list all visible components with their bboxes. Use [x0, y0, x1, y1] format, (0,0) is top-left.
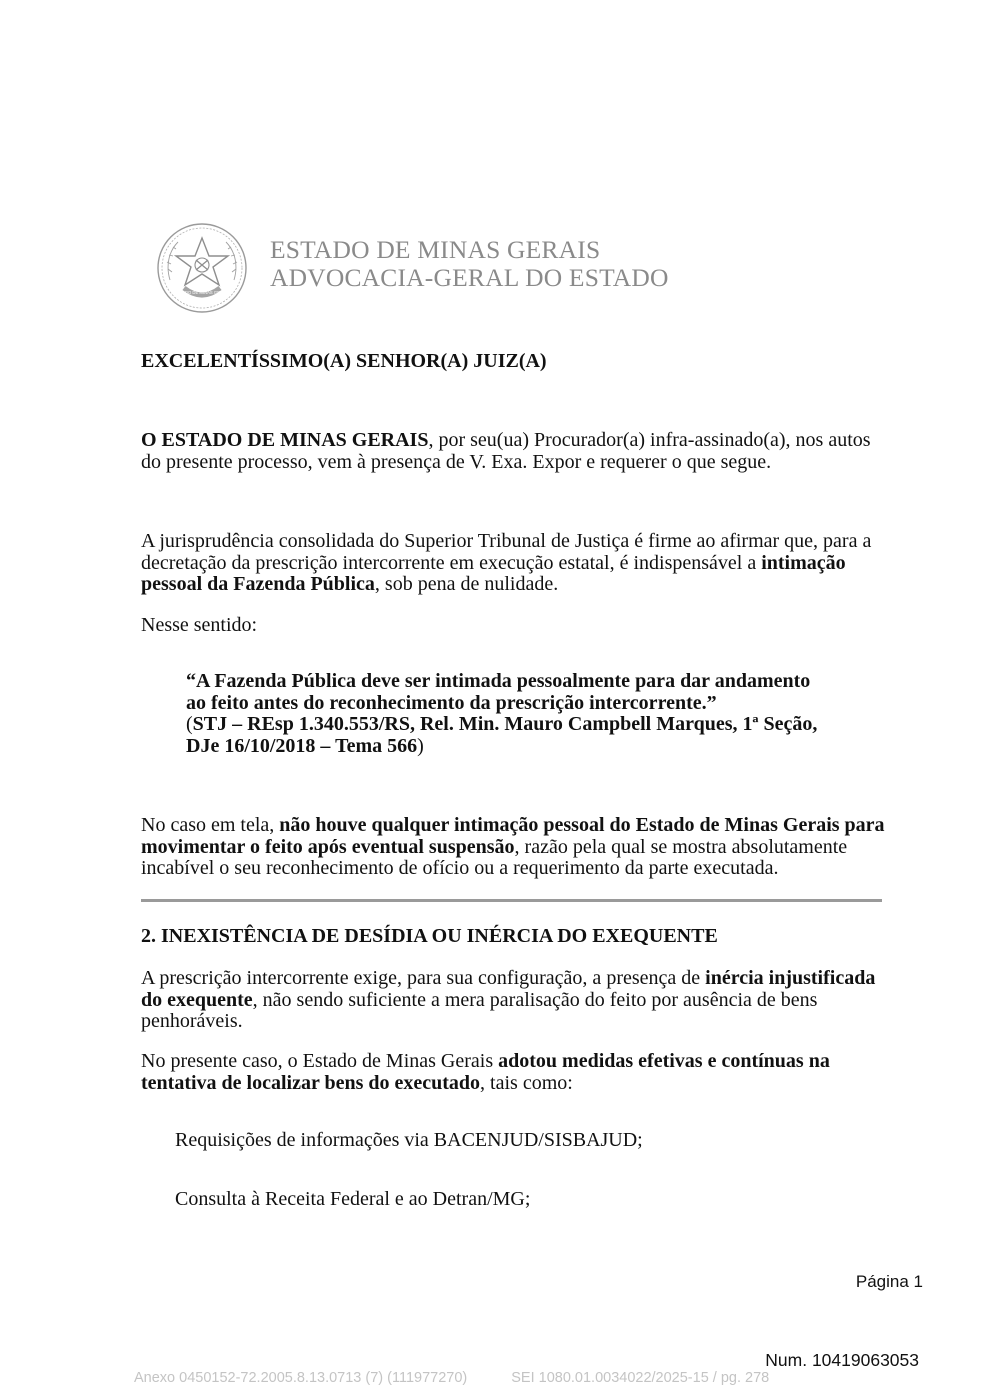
inertia-text-1: A prescrição intercorrente exige, para sua configuração, a presença de — [141, 967, 706, 989]
case-paragraph — [141, 815, 886, 880]
list-item: Requisições de informações via BACENJUD/SISBAJUD; — [175, 1129, 643, 1151]
inertia-paragraph — [141, 968, 886, 1033]
measures-paragraph — [141, 1051, 886, 1094]
document-number: Num. 10419063053 — [765, 1350, 919, 1370]
intro-bold: O ESTADO DE MINAS GERAIS — [141, 429, 429, 451]
salutation: EXCELENTÍSSIMO(A) SENHOR(A) JUIZ(A) — [141, 350, 547, 372]
citation-close: ) — [417, 734, 424, 757]
letterhead-state: ESTADO DE MINAS GERAIS — [270, 235, 601, 264]
case-bold: não houve qualquer intimação pessoal do Estado de Minas Gerais para movimentar o feito após eventual suspensão — [141, 814, 885, 858]
quote-text: “A Fazenda Pública deve ser intimada pessoalmente para dar andamento ao feito antes do reconhecimento da prescrição intercorrente.” — [186, 670, 811, 714]
intro-text: , por seu(ua) Procurador(a) infra-assinado(a), nos autos do presente processo, vem à presença de V. Exa. Expor e requerer o que segue. — [141, 429, 871, 473]
citation-text: STJ – REsp 1.340.553/RS, Rel. Min. Mauro Campbell Marques, 1ª Seção, DJe 16/10/2018 – Tema 566 — [186, 713, 818, 757]
quote-citation — [186, 714, 826, 757]
measures-text-2: , tais como: — [480, 1071, 573, 1094]
quote-block — [186, 671, 826, 757]
letterhead — [270, 236, 669, 292]
measures-bold: adotou medidas efetivas e contínuas na tentativa de localizar bens do executado — [141, 1050, 830, 1094]
jurisprudence-text-2: , sob pena de nulidade. — [374, 573, 559, 595]
letterhead-agency: ADVOCACIA-GERAL DO ESTADO — [270, 263, 669, 292]
footer-stamp — [134, 1370, 769, 1386]
page-number: Página 1 — [855, 1272, 923, 1291]
inertia-bold: inércia injustificada do exequente — [141, 967, 876, 1011]
case-text-1: No caso em tela, — [141, 814, 280, 836]
case-text-2: , razão pela qual se mostra absolutamente incabível o seu reconhecimento de ofício ou a requerimento da parte executada. — [141, 835, 848, 879]
seal-banner-text: ESTADO DE MINAS GERAIS — [174, 290, 230, 295]
section-2-heading: 2. INEXISTÊNCIA DE DESÍDIA OU INÉRCIA DO EXEQUENTE — [141, 925, 718, 947]
state-seal-icon — [156, 222, 248, 314]
jurisprudence-text-1: A jurisprudência consolidada do Superior Tribunal de Justiça é firme ao afirmar que, para a decretação da prescrição intercorrente em execução estatal, é indispensável a — [141, 530, 872, 574]
citation-open: ( — [186, 713, 193, 735]
list-item: Consulta à Receita Federal e ao Detran/MG; — [175, 1188, 531, 1210]
section-divider — [141, 899, 882, 902]
jurisprudence-paragraph — [141, 531, 886, 596]
footer-sei: SEI 1080.01.0034022/2025-15 / pg. 278 — [511, 1370, 770, 1386]
nesse-sentido: Nesse sentido: — [141, 614, 258, 636]
measures-text-1: No presente caso, o Estado de Minas Gerais — [141, 1050, 499, 1072]
intro-paragraph — [141, 430, 886, 473]
inertia-text-2: , não sendo suficiente a mera paralisação do feito por ausência de bens penhoráveis. — [141, 988, 818, 1032]
footer-annex: Anexo 0450152-72.2005.8.13.0713 (7) (111977270) — [134, 1370, 468, 1386]
jurisprudence-bold: intimação pessoal da Fazenda Pública — [141, 551, 846, 595]
